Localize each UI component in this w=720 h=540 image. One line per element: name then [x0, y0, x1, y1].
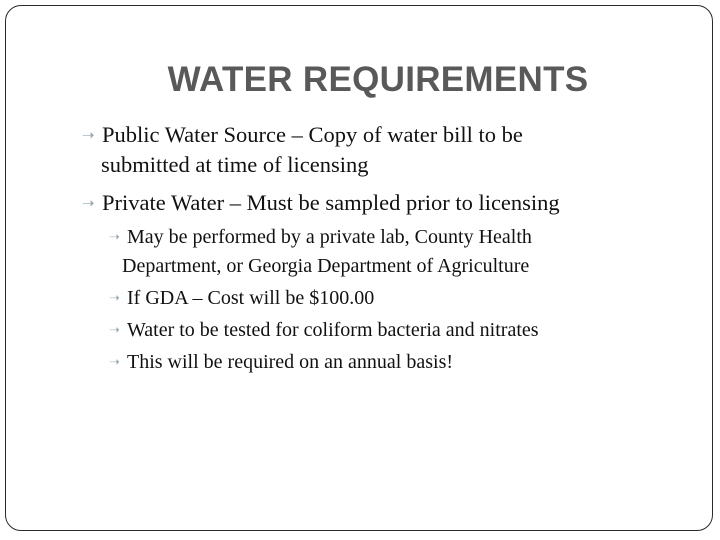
bullet-text: May be performed by a private lab, County Health	[127, 226, 532, 248]
sub-bullet-coliform	[109, 316, 539, 345]
bullet-text-continued: submitted at time of licensing	[101, 152, 369, 177]
swoosh-bullet-icon: ➝	[109, 230, 120, 245]
bullet-text: If GDA – Cost will be $100.00	[127, 287, 375, 309]
bullet-text: Public Water Source – Copy of water bill to be	[102, 122, 523, 147]
bullet-public-water	[82, 120, 523, 180]
sub-bullet-gda-cost	[109, 284, 374, 313]
bullet-private-water	[82, 188, 560, 218]
swoosh-bullet-icon: ➝	[109, 323, 120, 338]
bullet-text: Water to be tested for coliform bacteria and nitrates	[127, 319, 539, 341]
sub-bullet-annual	[109, 348, 453, 377]
swoosh-bullet-icon: ➝	[82, 194, 95, 212]
sub-bullet-lab	[109, 223, 532, 280]
swoosh-bullet-icon: ➝	[109, 355, 120, 370]
slide-title: WATER REQUIREMENTS	[167, 60, 589, 99]
bullet-text: Private Water – Must be sampled prior to licensing	[102, 190, 560, 215]
swoosh-bullet-icon: ➝	[82, 126, 95, 144]
swoosh-bullet-icon: ➝	[109, 291, 120, 306]
bullet-text: This will be required on an annual basis!	[127, 351, 454, 373]
bullet-text-continued: Department, or Georgia Department of Agriculture	[122, 255, 530, 277]
